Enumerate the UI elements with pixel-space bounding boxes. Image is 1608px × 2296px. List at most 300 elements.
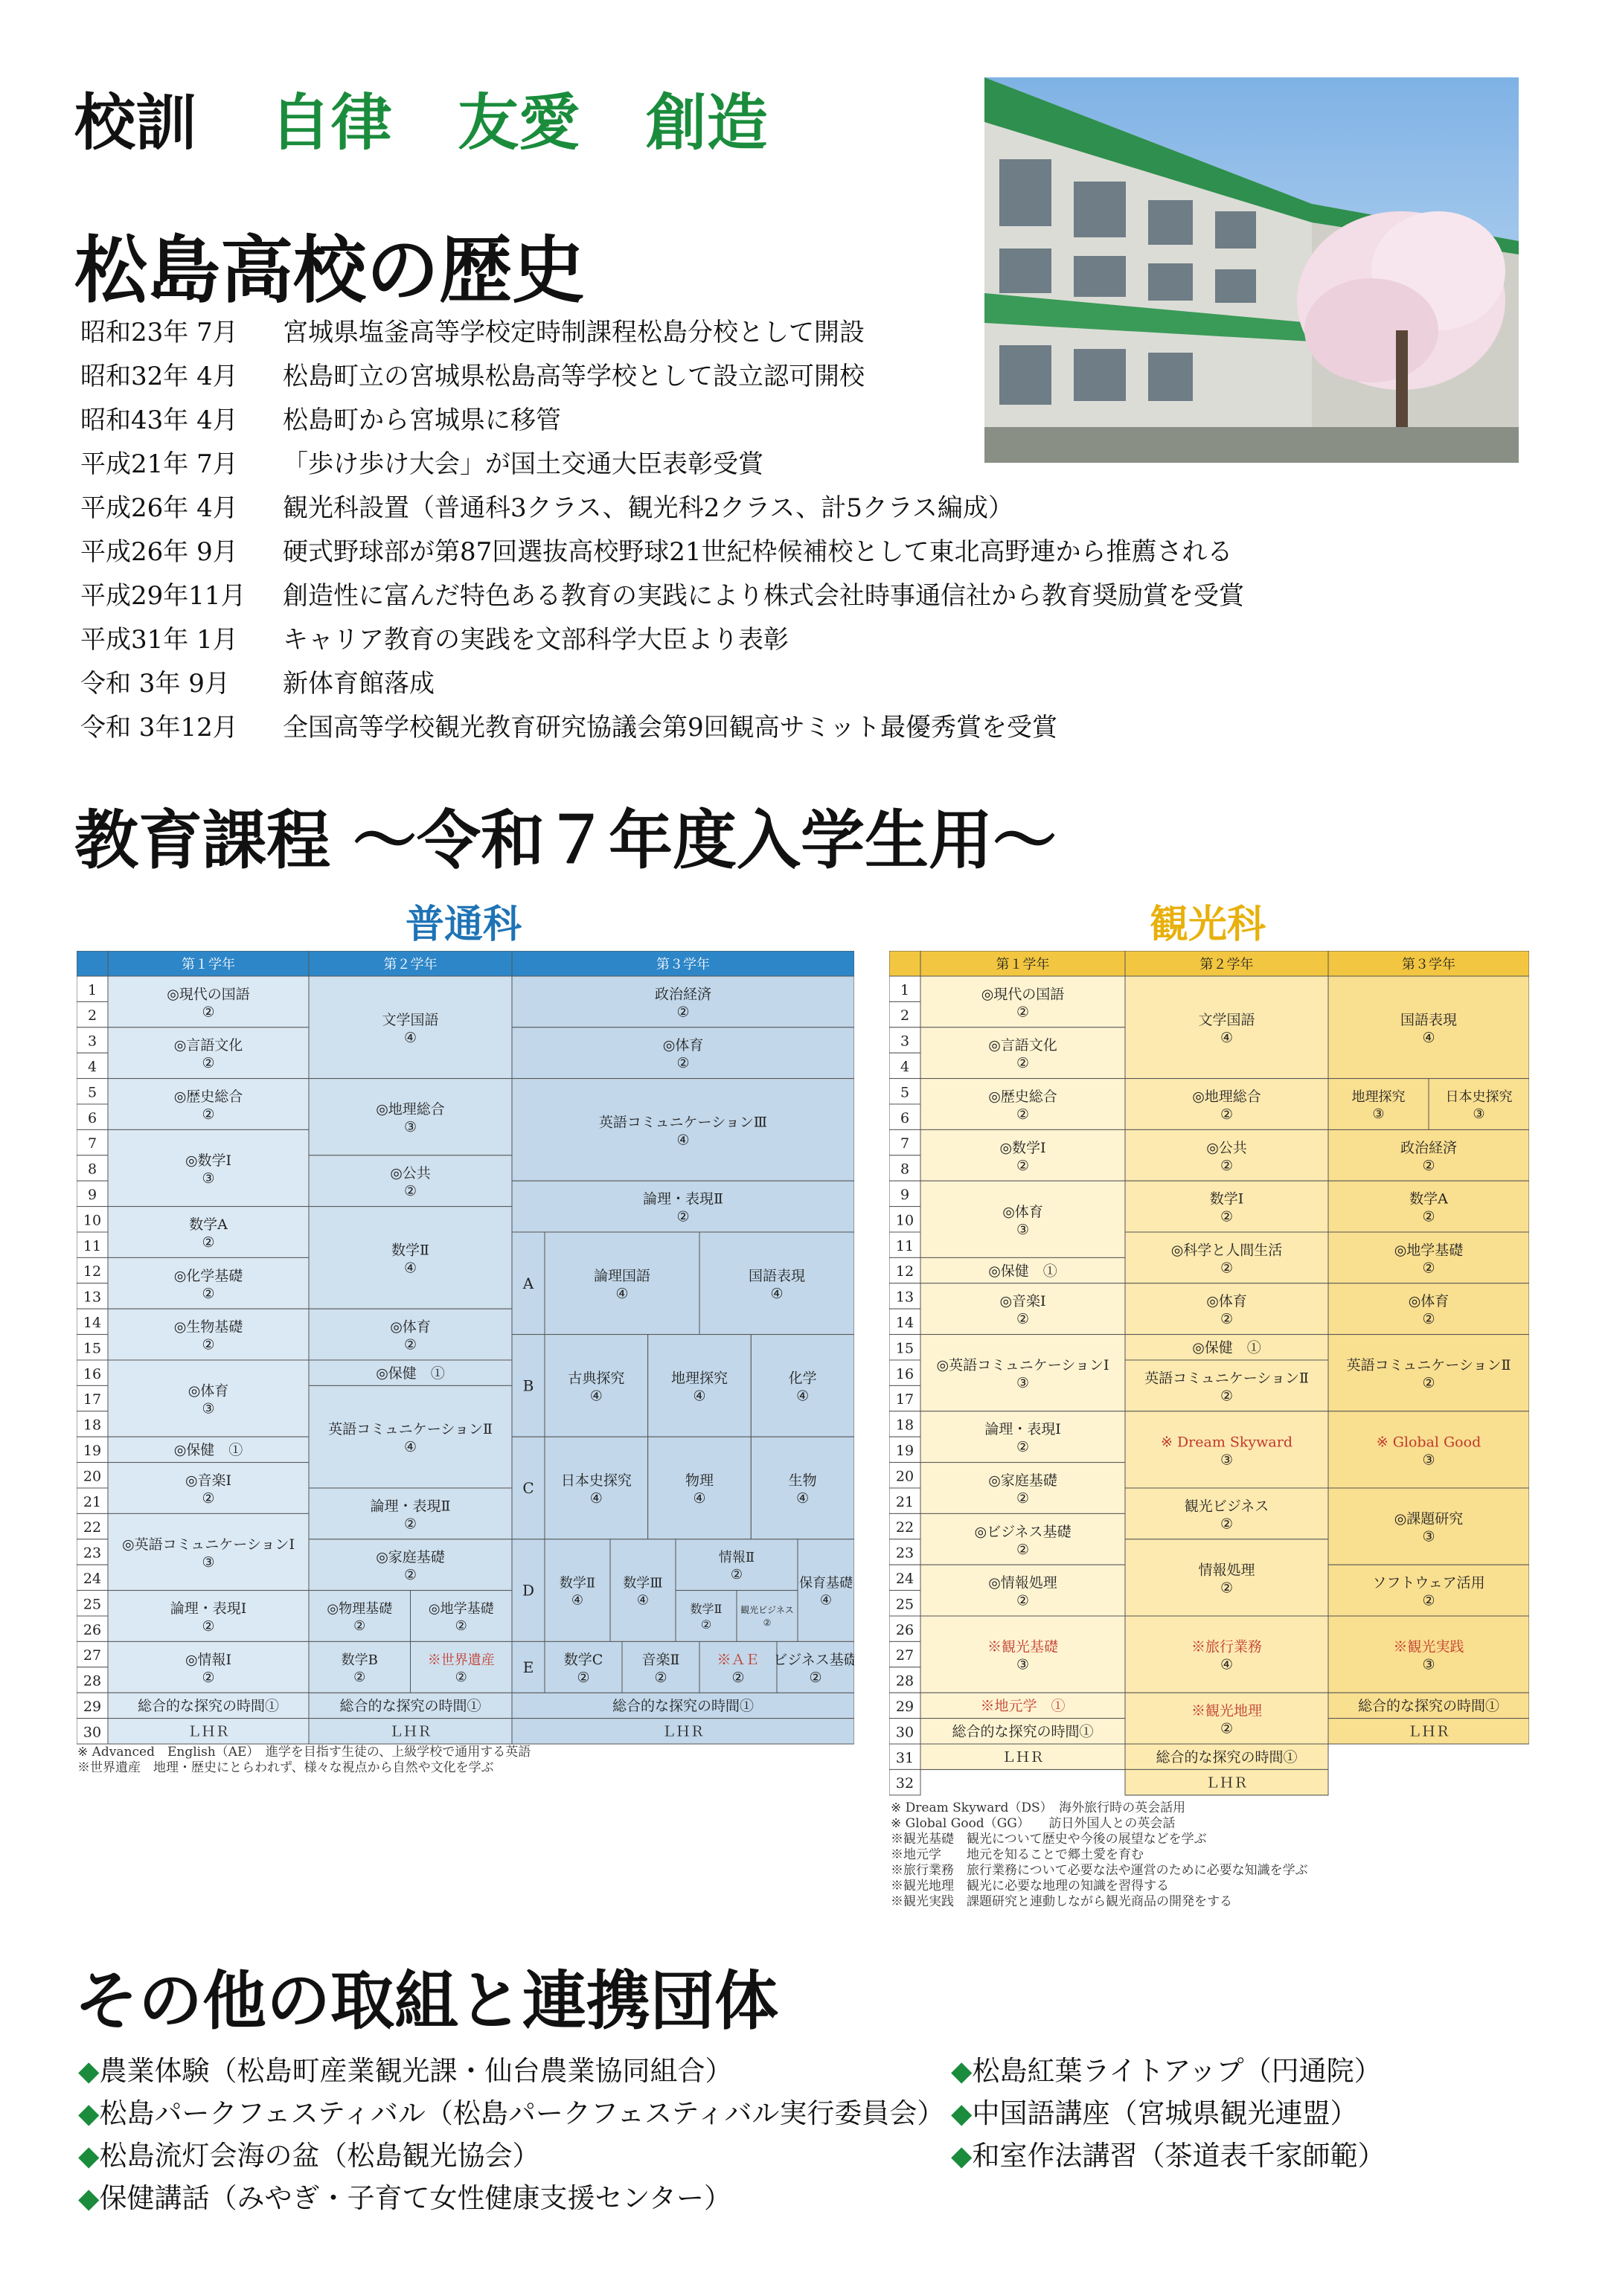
row-number: 7: [87, 1135, 97, 1152]
subject-label: 文学国語: [382, 1011, 439, 1028]
subject-label: ビジネス基礎: [773, 1651, 854, 1668]
subject-label: 数学A: [1409, 1190, 1448, 1208]
subject-label: 総合的な探究の時間①: [137, 1698, 280, 1715]
history-text: 創造性に富んだ特色ある教育の実践により株式会社時事通信社から教育奨励賞を受賞: [283, 581, 1244, 611]
activity-item: [951, 2135, 1385, 2177]
diamond-icon: ◆: [78, 2140, 100, 2172]
credit-label: ④: [403, 1439, 417, 1456]
credit-label: ④: [1220, 1656, 1234, 1673]
subject-label: 総合的な探究の時間①: [1357, 1698, 1500, 1715]
credit-label: ④: [796, 1490, 810, 1507]
subject-label: ＬＨＲ: [1205, 1774, 1249, 1792]
row-number: 29: [83, 1698, 102, 1715]
subject-label: 数学C: [563, 1651, 603, 1668]
activity-item-text: 中国語講座（宮城県観光連盟）: [972, 2097, 1358, 2129]
subject-label: 観光ビジネス: [740, 1605, 794, 1615]
subject-label: 情報処理: [1198, 1562, 1255, 1579]
credit-label: ④: [770, 1285, 784, 1302]
row-number: 27: [895, 1647, 914, 1664]
history-title: 松島高校の歴史: [74, 228, 586, 313]
subject-label: 古典探究: [568, 1370, 625, 1387]
row-number: 10: [895, 1212, 914, 1229]
general-dept-title: 普通科: [406, 902, 522, 947]
row-number: 18: [895, 1417, 914, 1434]
credit-label: ②: [1016, 1157, 1030, 1174]
subject-label: ◎英語コミュニケーションⅠ: [122, 1536, 295, 1553]
subject-label: ◎家庭基礎: [988, 1472, 1057, 1489]
subject-label: 数学Ⅱ: [391, 1242, 429, 1259]
diamond-icon: ◆: [78, 2182, 100, 2214]
subject-label: ※世界遺産: [427, 1652, 495, 1668]
credit-label: ③: [1372, 1106, 1385, 1122]
credit-label: ③: [202, 1400, 215, 1417]
subject-label: 物理: [685, 1472, 714, 1489]
subject-label: ◎情報処理: [988, 1574, 1057, 1591]
credit-label: ②: [403, 1516, 417, 1533]
activity-item-text: 松島パークフェスティバル（松島パークフェスティバル実行委員会）: [99, 2097, 945, 2129]
credit-label: ②: [1220, 1260, 1234, 1277]
subject-label: 論理・表現Ⅱ: [370, 1498, 451, 1515]
table-cell: [676, 1591, 737, 1642]
history-text: 松島町から宮城県に移管: [283, 405, 561, 435]
row-number: 11: [83, 1237, 102, 1254]
subject-label: 論理・表現Ⅰ: [170, 1600, 247, 1617]
subject-label: ◎言語文化: [173, 1037, 243, 1054]
credit-label: ④: [693, 1490, 706, 1507]
history-text: 「歩け歩け大会」が国土交通大臣表彰受賞: [283, 449, 763, 479]
year-header-label: 第２学年: [383, 956, 438, 972]
row-number: 12: [895, 1263, 914, 1280]
subject-label: ソフトウェア活用: [1372, 1574, 1485, 1591]
group-label: E: [522, 1658, 534, 1676]
subject-label: ◎課題研究: [1394, 1510, 1464, 1527]
credit-label: ③: [202, 1554, 215, 1571]
credit-label: ②: [1016, 1490, 1030, 1507]
row-number: 2: [900, 1007, 910, 1024]
history-text: 新体育館落成: [283, 669, 435, 699]
motto-label: 校訓: [74, 88, 197, 158]
credit-label: ④: [403, 1260, 417, 1277]
credit-label: ②: [353, 1669, 366, 1685]
subject-label: ◎数学Ⅰ: [999, 1139, 1046, 1156]
group-label: C: [522, 1479, 534, 1497]
credit-label: ②: [202, 1336, 215, 1353]
general-notes: [77, 1745, 531, 1776]
subject-label: ◎言語文化: [988, 1037, 1057, 1054]
subject-label: 数学Ⅰ: [1209, 1190, 1244, 1208]
row-number: 26: [895, 1621, 914, 1638]
subject-label: ＬＨＲ: [388, 1723, 432, 1740]
note-line: [891, 1863, 1308, 1879]
note-line-text: ※旅行業務 旅行業務について必要な法や運営のために必要な知識を学ぶ: [891, 1863, 1308, 1878]
history-date: 平成21年 7月: [80, 449, 238, 479]
note-line: [891, 1800, 1308, 1816]
credit-label: ②: [654, 1669, 667, 1686]
subject-label: ※観光地理: [1191, 1702, 1263, 1719]
note-line-text: ※観光地理 観光に必要な地理の知識を習得する: [891, 1879, 1169, 1893]
history-event: [80, 618, 1244, 662]
subject-label: 論理・表現Ⅱ: [643, 1190, 723, 1208]
history-date: 昭和43年 4月: [80, 405, 238, 435]
row-number: 24: [895, 1570, 914, 1587]
subject-label: 数学A: [189, 1216, 228, 1233]
subject-label: 英語コミュニケーションⅡ: [1144, 1370, 1309, 1387]
credit-label: ②: [1422, 1157, 1435, 1174]
credit-label: ②: [676, 1208, 690, 1225]
subject-label: 英語コミュニケーションⅡ: [328, 1421, 493, 1438]
row-number: 16: [83, 1365, 102, 1382]
row-number: 5: [87, 1084, 97, 1101]
subject-label: ＬＨＲ: [187, 1723, 230, 1740]
subject-label: 生物: [788, 1472, 817, 1489]
activities-right: [951, 2050, 1385, 2177]
year-header-label: 第２学年: [1199, 956, 1254, 972]
row-number: 6: [900, 1109, 910, 1126]
subject-label: 英語コミュニケーションⅡ: [1346, 1357, 1511, 1374]
row-number: 3: [900, 1033, 910, 1050]
credit-label: ②: [730, 1567, 743, 1583]
row-number: 25: [895, 1596, 914, 1613]
history-event: [80, 530, 1244, 574]
table-cell: [737, 1591, 798, 1642]
history-event: [80, 443, 1244, 487]
subject-label: ◎保健 ①: [988, 1263, 1057, 1280]
subject-label: ◎地学基礎: [1394, 1242, 1464, 1259]
credit-label: ②: [1016, 1004, 1030, 1021]
subject-label: 日本史探究: [1445, 1089, 1513, 1105]
subject-label: ◎現代の国語: [167, 986, 250, 1003]
note-line-text: ※世界遺産 地理・歴史にとらわれず、様々な視点から自然や文化を学ぶ: [77, 1760, 494, 1775]
subject-label: ◎地学基礎: [428, 1601, 494, 1617]
subject-label: ◎化学基礎: [173, 1267, 243, 1284]
row-number: 21: [83, 1493, 102, 1510]
history-date: 昭和32年 4月: [80, 362, 238, 391]
credit-label: ②: [202, 1004, 215, 1021]
row-number: 8: [900, 1161, 910, 1178]
subject-label: 地理探究: [670, 1370, 728, 1387]
subject-label: ※旅行業務: [1191, 1638, 1263, 1655]
subject-label: ※観光基礎: [987, 1638, 1059, 1655]
credit-label: ②: [202, 1490, 215, 1507]
subject-label: ◎生物基礎: [173, 1318, 243, 1335]
history-event: [80, 355, 1244, 399]
credit-label: ②: [1220, 1106, 1234, 1123]
row-number: 28: [895, 1673, 914, 1690]
row-number: 18: [83, 1417, 102, 1434]
subject-label: ◎歴史総合: [988, 1088, 1057, 1105]
note-line: [891, 1832, 1308, 1847]
row-number: 7: [900, 1135, 910, 1152]
history-text: キャリア教育の実践を文部科学大臣より表彰: [283, 625, 789, 655]
note-line-text: ※ Advanced English（AE） 進学を目指す生徒の、上級学校で通用する英語: [77, 1745, 531, 1760]
activity-item: [78, 2135, 944, 2177]
credit-label: ②: [676, 1055, 690, 1072]
credit-label: ②: [676, 1004, 690, 1021]
subject-label: 文学国語: [1198, 1011, 1255, 1028]
credit-label: ④: [636, 1592, 650, 1609]
row-number: 2: [87, 1007, 97, 1024]
subject-label: ◎体育: [1002, 1203, 1043, 1220]
subject-label: 地理探究: [1351, 1089, 1406, 1105]
subject-label: ※観光実践: [1393, 1638, 1464, 1655]
subject-label: ◎体育: [390, 1318, 431, 1335]
subject-label: ◎体育: [662, 1037, 704, 1054]
credit-label: ③: [1422, 1452, 1435, 1469]
subject-label: 総合的な探究の時間①: [1156, 1749, 1298, 1766]
credit-label: ②: [403, 1183, 417, 1200]
history-date: 令和 3年12月: [80, 713, 238, 743]
subject-label: ◎情報Ⅰ: [185, 1651, 232, 1668]
row-number: 20: [895, 1468, 914, 1485]
credit-label: ②: [1016, 1106, 1030, 1123]
history-event: [80, 662, 1244, 706]
credit-label: ②: [1016, 1541, 1030, 1558]
curriculum-title: 教育課程 ～令和７年度入学生用～: [74, 804, 1057, 878]
row-number: 28: [83, 1673, 102, 1690]
note-line-text: ※観光基礎 観光について歴史や今後の展望などを学ぶ: [891, 1832, 1207, 1847]
history-date: 平成26年 9月: [80, 537, 238, 567]
credit-label: ④: [1422, 1029, 1435, 1046]
history-text: 全国高等学校観光教育研究協議会第9回観高サミット最優秀賞を受賞: [283, 713, 1057, 743]
credit-label: ④: [615, 1285, 629, 1302]
row-number: 25: [83, 1596, 102, 1613]
row-number: 5: [900, 1084, 910, 1101]
subject-label: ◎公共: [1206, 1139, 1247, 1156]
credit-label: ②: [700, 1617, 712, 1632]
row-number: 23: [895, 1545, 914, 1562]
row-number: 1: [900, 981, 910, 998]
subject-label: 音楽Ⅱ: [641, 1651, 680, 1668]
subject-label: 数学B: [341, 1652, 378, 1668]
row-number: 9: [87, 1186, 97, 1203]
note-line: [77, 1760, 531, 1776]
row-number: 15: [83, 1340, 102, 1357]
subject-label: ◎数学Ⅰ: [185, 1152, 232, 1169]
row-number: 4: [900, 1058, 910, 1075]
note-line: [77, 1745, 531, 1760]
credit-label: ③: [1422, 1528, 1435, 1545]
row-number: 22: [895, 1519, 914, 1536]
subject-label: 国語表現: [748, 1267, 806, 1284]
subject-label: 政治経済: [1400, 1139, 1458, 1156]
subject-label: ◎歴史総合: [173, 1088, 243, 1105]
row-number: 14: [83, 1314, 102, 1331]
subject-label: 数学Ⅱ: [690, 1602, 723, 1616]
subject-label: ◎体育: [1206, 1293, 1247, 1310]
subject-label: ◎保健 ①: [173, 1442, 243, 1459]
credit-label: ③: [1016, 1221, 1030, 1238]
subject-label: 日本史探究: [560, 1472, 632, 1489]
row-number: 1: [87, 981, 97, 998]
subject-label: 数学Ⅲ: [623, 1575, 663, 1591]
subject-label: 英語コミュニケーションⅢ: [598, 1114, 768, 1131]
history-date: 平成26年 4月: [80, 493, 238, 523]
tourism-curriculum-table: [889, 951, 1529, 1802]
credit-label: ④: [589, 1388, 603, 1405]
subject-label: 国語表現: [1400, 1011, 1458, 1028]
row-number: 31: [895, 1749, 914, 1766]
year-header-label: 第１学年: [996, 956, 1050, 972]
activity-item: [78, 2050, 944, 2092]
history-event: [80, 399, 1244, 443]
credit-label: ②: [1220, 1208, 1234, 1225]
credit-label: ③: [1016, 1656, 1030, 1673]
activity-item-text: 松島紅葉ライトアップ（円通院）: [972, 2055, 1382, 2087]
subject-label: ◎家庭基礎: [376, 1549, 445, 1566]
credit-label: ②: [809, 1669, 822, 1686]
subject-label: ◎現代の国語: [981, 986, 1065, 1003]
credit-label: ②: [731, 1669, 745, 1686]
row-number: 13: [895, 1289, 914, 1306]
credit-label: ②: [1016, 1439, 1030, 1456]
credit-label: ②: [1220, 1580, 1234, 1597]
credit-label: ②: [763, 1617, 772, 1628]
row-number: 30: [895, 1724, 914, 1741]
group-label: A: [522, 1274, 534, 1292]
history-text: 観光科設置（普通科3クラス、観光科2クラス、計5クラス編成）: [283, 493, 1013, 523]
row-number: 4: [87, 1058, 97, 1075]
credit-label: ②: [1422, 1375, 1435, 1392]
row-number: 24: [83, 1570, 102, 1587]
history-date: 平成31年 1月: [80, 625, 238, 655]
row-number: 17: [83, 1391, 102, 1408]
diamond-icon: ◆: [951, 2140, 973, 2172]
credit-label: ②: [1220, 1157, 1234, 1174]
subject-label: 総合的な探究の時間①: [339, 1698, 481, 1715]
diamond-icon: ◆: [951, 2055, 973, 2087]
note-line-text: ※地元学 地元を知ることで郷土愛を育む: [891, 1847, 1144, 1862]
credit-label: ④: [571, 1592, 584, 1609]
year-header-label: 第３学年: [656, 956, 710, 972]
history-event: [80, 574, 1244, 618]
subject-label: ※地元学 ①: [980, 1698, 1066, 1715]
activity-item: [78, 2177, 944, 2219]
activity-item-text: 農業体験（松島町産業観光課・仙台農業協同組合）: [99, 2055, 733, 2087]
row-number: 10: [83, 1212, 102, 1229]
note-line-text: ※ Dream Skyward（DS） 海外旅行時の英会話用: [891, 1800, 1186, 1815]
credit-label: ②: [403, 1567, 417, 1584]
subject-label: 政治経済: [654, 986, 712, 1003]
credit-label: ②: [353, 1618, 366, 1634]
subject-label: ◎保健 ①: [376, 1365, 445, 1382]
note-line: [891, 1847, 1308, 1863]
subject-label: 化学: [788, 1370, 817, 1387]
diamond-icon: ◆: [951, 2097, 973, 2129]
motto-value: 自律: [269, 88, 392, 158]
activity-item-text: 松島流灯会海の盆（松島観光協会）: [99, 2140, 540, 2172]
credit-label: ②: [202, 1055, 215, 1072]
history-list: [80, 311, 1244, 750]
subject-label: ◎科学と人間生活: [1170, 1242, 1283, 1259]
subject-label: 数学Ⅱ: [559, 1575, 596, 1591]
group-label: B: [522, 1376, 534, 1395]
motto-value: 創造: [645, 88, 768, 158]
subject-label: 情報Ⅱ: [718, 1550, 755, 1566]
row-number: 16: [895, 1365, 914, 1382]
credit-label: ②: [1016, 1592, 1030, 1609]
credit-label: ④: [1220, 1029, 1234, 1046]
credit-label: ③: [1422, 1656, 1435, 1673]
credit-label: ④: [676, 1132, 690, 1149]
credit-label: ③: [1473, 1106, 1485, 1122]
row-number: 20: [83, 1468, 102, 1485]
row-number: 27: [83, 1647, 102, 1664]
credit-label: ③: [403, 1119, 417, 1136]
credit-label: ②: [1422, 1592, 1435, 1609]
row-number: 13: [83, 1289, 102, 1306]
year-header-label: 第１学年: [182, 956, 235, 972]
row-number: 8: [87, 1161, 97, 1178]
row-number: 30: [83, 1724, 102, 1741]
row-number: 11: [895, 1237, 914, 1254]
credit-label: ④: [693, 1388, 706, 1405]
subject-label: ※ＡＥ: [717, 1651, 760, 1668]
year-header-label: 第３学年: [1402, 956, 1455, 972]
subject-label: 保育基礎: [799, 1575, 853, 1591]
credit-label: ④: [589, 1490, 603, 1507]
subject-label: ＬＨＲ: [662, 1723, 705, 1740]
group-label: D: [522, 1581, 535, 1600]
row-number: 19: [83, 1442, 102, 1459]
history-event: [80, 706, 1244, 750]
subject-label: 観光ビジネス: [1184, 1498, 1269, 1515]
credit-label: ②: [202, 1285, 215, 1302]
subject-label: ※ Global Good: [1376, 1434, 1482, 1451]
row-number: 21: [895, 1493, 914, 1510]
credit-label: ②: [1422, 1208, 1435, 1225]
credit-label: ②: [202, 1234, 215, 1251]
subject-label: ※ Dream Skyward: [1160, 1434, 1293, 1451]
activity-item-text: 保健講話（みやぎ・子育て女性健康支援センター）: [99, 2182, 731, 2214]
subject-label: ＬＨＲ: [1407, 1723, 1450, 1740]
row-number: 15: [895, 1340, 914, 1357]
credit-label: ②: [1016, 1055, 1030, 1072]
credit-label: ③: [1016, 1375, 1030, 1392]
history-text: 松島町立の宮城県松島高等学校として設立認可開校: [283, 362, 865, 391]
credit-label: ②: [202, 1618, 215, 1635]
row-number: 3: [87, 1033, 97, 1050]
history-text: 宮城県塩釜高等学校定時制課程松島分校として開設: [283, 318, 865, 347]
subject-label: ◎保健 ①: [1192, 1339, 1261, 1356]
credit-label: ②: [577, 1669, 590, 1686]
history-event: [80, 311, 1244, 355]
note-line: [891, 1879, 1308, 1894]
diamond-icon: ◆: [78, 2055, 100, 2087]
credit-label: ②: [202, 1669, 215, 1686]
activities-left: [78, 2050, 944, 2219]
history-date: 平成29年11月: [80, 581, 246, 611]
row-number: 22: [83, 1519, 102, 1536]
subject-label: ◎英語コミュニケーションⅠ: [936, 1357, 1109, 1374]
history-text: 硬式野球部が第87回選抜高校野球21世紀枠候補校として東北高野連から推薦される: [283, 537, 1233, 567]
row-number: 19: [895, 1442, 914, 1459]
others-title: その他の取組と連携団体: [74, 1964, 778, 2039]
note-line: [891, 1894, 1308, 1910]
activity-item: [951, 2092, 1385, 2135]
subject-label: ◎ビジネス基礎: [974, 1523, 1072, 1540]
credit-label: ③: [1220, 1452, 1234, 1469]
credit-label: ②: [1422, 1260, 1435, 1277]
credit-label: ④: [796, 1388, 810, 1405]
credit-label: ④: [819, 1592, 833, 1609]
note-line: [891, 1816, 1308, 1832]
credit-label: ②: [1220, 1388, 1234, 1405]
subject-label: ◎音楽Ⅰ: [185, 1472, 232, 1489]
credit-label: ④: [403, 1029, 417, 1046]
credit-label: ③: [202, 1170, 215, 1187]
credit-label: ②: [455, 1669, 467, 1685]
tourism-dept-title: 観光科: [1150, 902, 1266, 947]
